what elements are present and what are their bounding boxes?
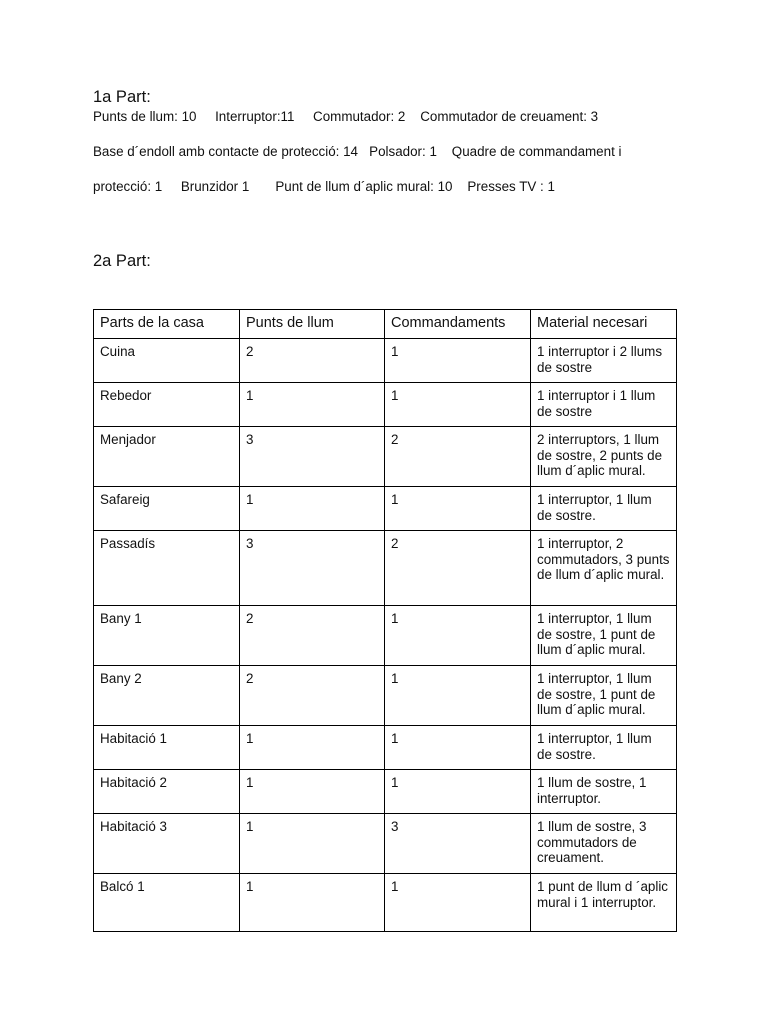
table-row xyxy=(94,874,677,932)
controls-cell: 1 xyxy=(385,874,531,932)
light-points-cell: 2 xyxy=(240,339,385,383)
light-points-cell: 1 xyxy=(240,814,385,874)
material-cell: 1 llum de sostre, 1 interruptor. xyxy=(531,770,677,814)
table-row xyxy=(94,531,677,606)
material-cell: 1 interruptor, 1 llum de sostre. xyxy=(531,487,677,531)
table-row xyxy=(94,606,677,666)
light-points-cell: 3 xyxy=(240,427,385,487)
part1-line-2: Base d´endoll amb contacte de protecció: 14 Polsador: 1 Quadre de commandament i xyxy=(93,144,622,159)
column-header-controls: Commandaments xyxy=(385,310,531,339)
light-points-cell: 2 xyxy=(240,606,385,666)
material-cell: 1 interruptor i 1 llum de sostre xyxy=(531,383,677,427)
part2-heading: 2a Part: xyxy=(93,252,151,270)
table-row xyxy=(94,666,677,726)
part1-line-1: Punts de llum: 10 Interruptor:11 Commutador: 2 Commutador de creuament: 3 xyxy=(93,109,599,124)
room-cell: Bany 1 xyxy=(94,606,240,666)
table-row xyxy=(94,383,677,427)
table-row xyxy=(94,726,677,770)
part1-heading: 1a Part: xyxy=(93,88,151,106)
controls-cell: 1 xyxy=(385,487,531,531)
light-points-cell: 2 xyxy=(240,666,385,726)
table-header-row xyxy=(94,310,677,339)
room-cell: Habitació 3 xyxy=(94,814,240,874)
material-cell: 1 interruptor, 2 commutadors, 3 punts de llum d´aplic mural. xyxy=(531,531,677,606)
controls-cell: 1 xyxy=(385,383,531,427)
room-cell: Bany 2 xyxy=(94,666,240,726)
material-cell: 1 interruptor, 1 llum de sostre, 1 punt de llum d´aplic mural. xyxy=(531,606,677,666)
material-cell: 1 llum de sostre, 3 commutadors de creuament. xyxy=(531,814,677,874)
material-cell: 1 interruptor, 1 llum de sostre, 1 punt de llum d´aplic mural. xyxy=(531,666,677,726)
light-points-cell: 1 xyxy=(240,874,385,932)
column-header-light-points: Punts de llum xyxy=(240,310,385,339)
controls-cell: 1 xyxy=(385,726,531,770)
controls-cell: 3 xyxy=(385,814,531,874)
room-cell: Balcó 1 xyxy=(94,874,240,932)
table-row xyxy=(94,427,677,487)
light-points-cell: 1 xyxy=(240,726,385,770)
light-points-cell: 1 xyxy=(240,770,385,814)
table-row xyxy=(94,339,677,383)
light-points-cell: 1 xyxy=(240,487,385,531)
room-cell: Habitació 2 xyxy=(94,770,240,814)
table-row xyxy=(94,770,677,814)
light-points-cell: 1 xyxy=(240,383,385,427)
column-header-material: Material necesari xyxy=(531,310,677,339)
material-cell: 1 interruptor i 2 llums de sostre xyxy=(531,339,677,383)
room-cell: Passadís xyxy=(94,531,240,606)
material-cell: 2 interruptors, 1 llum de sostre, 2 punts de llum d´aplic mural. xyxy=(531,427,677,487)
table-row xyxy=(94,814,677,874)
light-points-cell: 3 xyxy=(240,531,385,606)
room-cell: Safareig xyxy=(94,487,240,531)
room-cell: Cuina xyxy=(94,339,240,383)
room-cell: Rebedor xyxy=(94,383,240,427)
room-cell: Habitació 1 xyxy=(94,726,240,770)
room-cell: Menjador xyxy=(94,427,240,487)
materials-table xyxy=(93,309,677,932)
table-row xyxy=(94,487,677,531)
material-cell: 1 punt de llum d ´aplic mural i 1 interruptor. xyxy=(531,874,677,932)
controls-cell: 2 xyxy=(385,427,531,487)
controls-cell: 1 xyxy=(385,606,531,666)
part1-line-3: protecció: 1 Brunzidor 1 Punt de llum d´aplic mural: 10 Presses TV : 1 xyxy=(93,179,555,194)
controls-cell: 1 xyxy=(385,666,531,726)
controls-cell: 2 xyxy=(385,531,531,606)
controls-cell: 1 xyxy=(385,770,531,814)
controls-cell: 1 xyxy=(385,339,531,383)
material-cell: 1 interruptor, 1 llum de sostre. xyxy=(531,726,677,770)
column-header-room: Parts de la casa xyxy=(94,310,240,339)
